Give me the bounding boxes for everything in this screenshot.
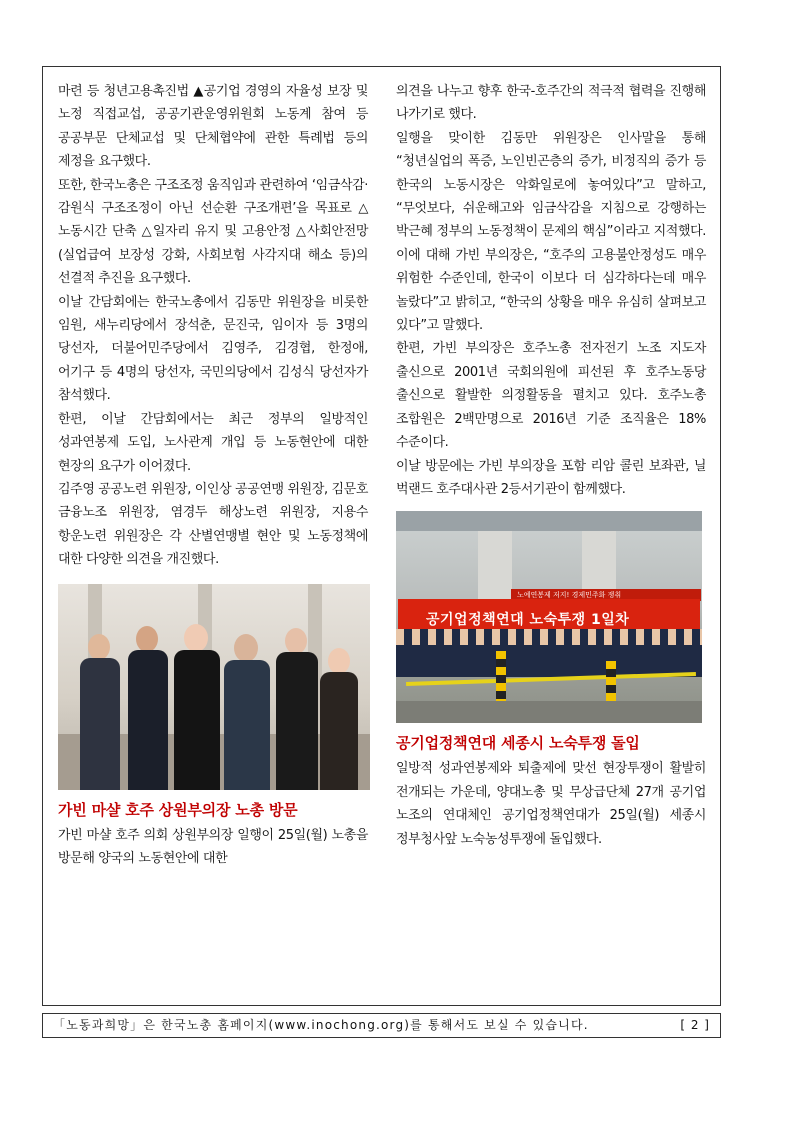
left-paragraph-4: 한편, 이날 간담회에서는 최근 정부의 일방적인 성과연봉제 도입, 노사관계 개입 등 노동현안에 대한 현장의 요구가 이어졌다. [58,411,368,474]
right-paragraph-1: 의견을 나누고 향후 한국-호주간의 적극적 협력을 진행해 나가기로 했다. [396,84,706,123]
left-paragraph-5: 김주영 공공노련 위원장, 이인상 공공연맹 위원장, 김문호 금융노조 위원장, 염경두 해상노련 위원장, 지용수 항운노련 위원장은 각 산별연맹별 현안 및 노동정책에 대한 다양한 의견을 개진했다. [58,481,368,568]
left-paragraph-3: 이날 간담회에는 한국노총에서 김동만 위원장을 비롯한 임원, 새누리당에서 장석춘, 문진국, 임이자 등 3명의 당선자, 더불어민주당에서 김영주, 김경협, 한정애, 어기구 등 4명의 당선자, 국민의당에서 김성식 당선자가 참석했다. [58,294,368,404]
right-column [396,80,706,851]
right-paragraph-5: 일방적 성과연봉제와 퇴출제에 맞선 현장투쟁이 활발히 전개되는 가운데, 양대노총 및 무상급단체 27개 공기업 노조의 연대체인 공기업정책연대가 25일(월) 세종시 정부청사앞 노숙농성투쟁에 돌입했다. [396,761,706,847]
building-roof [396,511,702,531]
footer-text: 「노동과희망」은 한국노총 홈페이지(www.inochong.org)를 통해서도 보실 수 있습니다. [53,1018,589,1032]
footer [42,1013,721,1038]
banner-text: 공기업정책연대 노숙투쟁 1일차 [426,612,630,629]
barrier-pole [606,661,616,705]
right-paragraph-4: 이날 방문에는 가빈 부의장을 포함 리암 콜린 보좌관, 닐 벅랜드 호주대사관 2등서기관이 함께했다. [396,458,706,497]
left-column [58,80,368,870]
ground [396,701,702,723]
left-paragraph-2: 또한, 한국노총은 구조조정 움직임과 관련하여 ‘임금삭감·감원식 구조조정이 아닌 선순환 구조개편’을 목표로 △노동시간 단축 △일자리 유지 및 고용안정 △사회안전망(실업급여 보장성 강화, 사회보험 사각지대 해소 등)의 선결적 추진을 요구했다. [58,177,368,287]
right-paragraph-3: 한편, 가빈 부의장은 호주노총 전자전기 노조 지도자 출신으로 2001년 국회의원에 피선된 후 호주노동당 출신으로 활발한 의정활동을 펼치고 있다. 호주노총 조합원은 2백만명으로 2016년 기준 조직율은 18% 수준이다. [396,341,706,451]
left-paragraph-6: 가빈 마샬 호주 의회 상원부의장 일행이 25일(월) 노총을 방문해 양국의 노동현안에 대한 [58,827,368,866]
photo-caption-sejong: 공기업정책연대 세종시 노숙투쟁 돌입 [396,734,640,753]
barrier-pole [496,651,506,705]
banner-small-text: 노예연봉제 저지! 경제민주화 쟁취 [517,591,622,600]
australia-senate-visit-photo [58,584,370,790]
left-paragraph-1: 마련 등 청년고용촉진법 ▲공기업 경영의 자율성 보장 및 노정 직접교섭, 공공기관운영위원회 노동계 참여 등 공공부문 단체교섭 및 단체협약에 관한 특례법 등의 제정을 요구했다. [58,84,368,170]
right-paragraph-2: 일행을 맞이한 김동만 위원장은 인사말을 통해 “청년실업의 폭증, 노인빈곤층의 증가, 비정직의 증가 등 한국의 노동시장은 악화일로에 놓여있다”고 말하고, “무엇보다, 쉬운해고와 임금삭감을 지침으로 강행하는 박근혜 정부의 노동정책이 문제의 핵심”이라고 지적했다. 이에 대해 가빈 부의장은, “호주의 고용불안정성도 매우 위험한 수준인데, 한국이 이보다 더 심각하다는데 매우 놀랐다”고 밝히고, “한국의 상황을 매우 유심히 살펴보고 있다”고 말했다. [396,130,706,334]
sejong-sit-in-photo [396,511,702,723]
photo-caption-australia: 가빈 마샬 호주 상원부의장 노총 방문 [58,800,298,819]
protester-heads [396,629,702,645]
page-number: [ 2 ] [680,1018,710,1032]
